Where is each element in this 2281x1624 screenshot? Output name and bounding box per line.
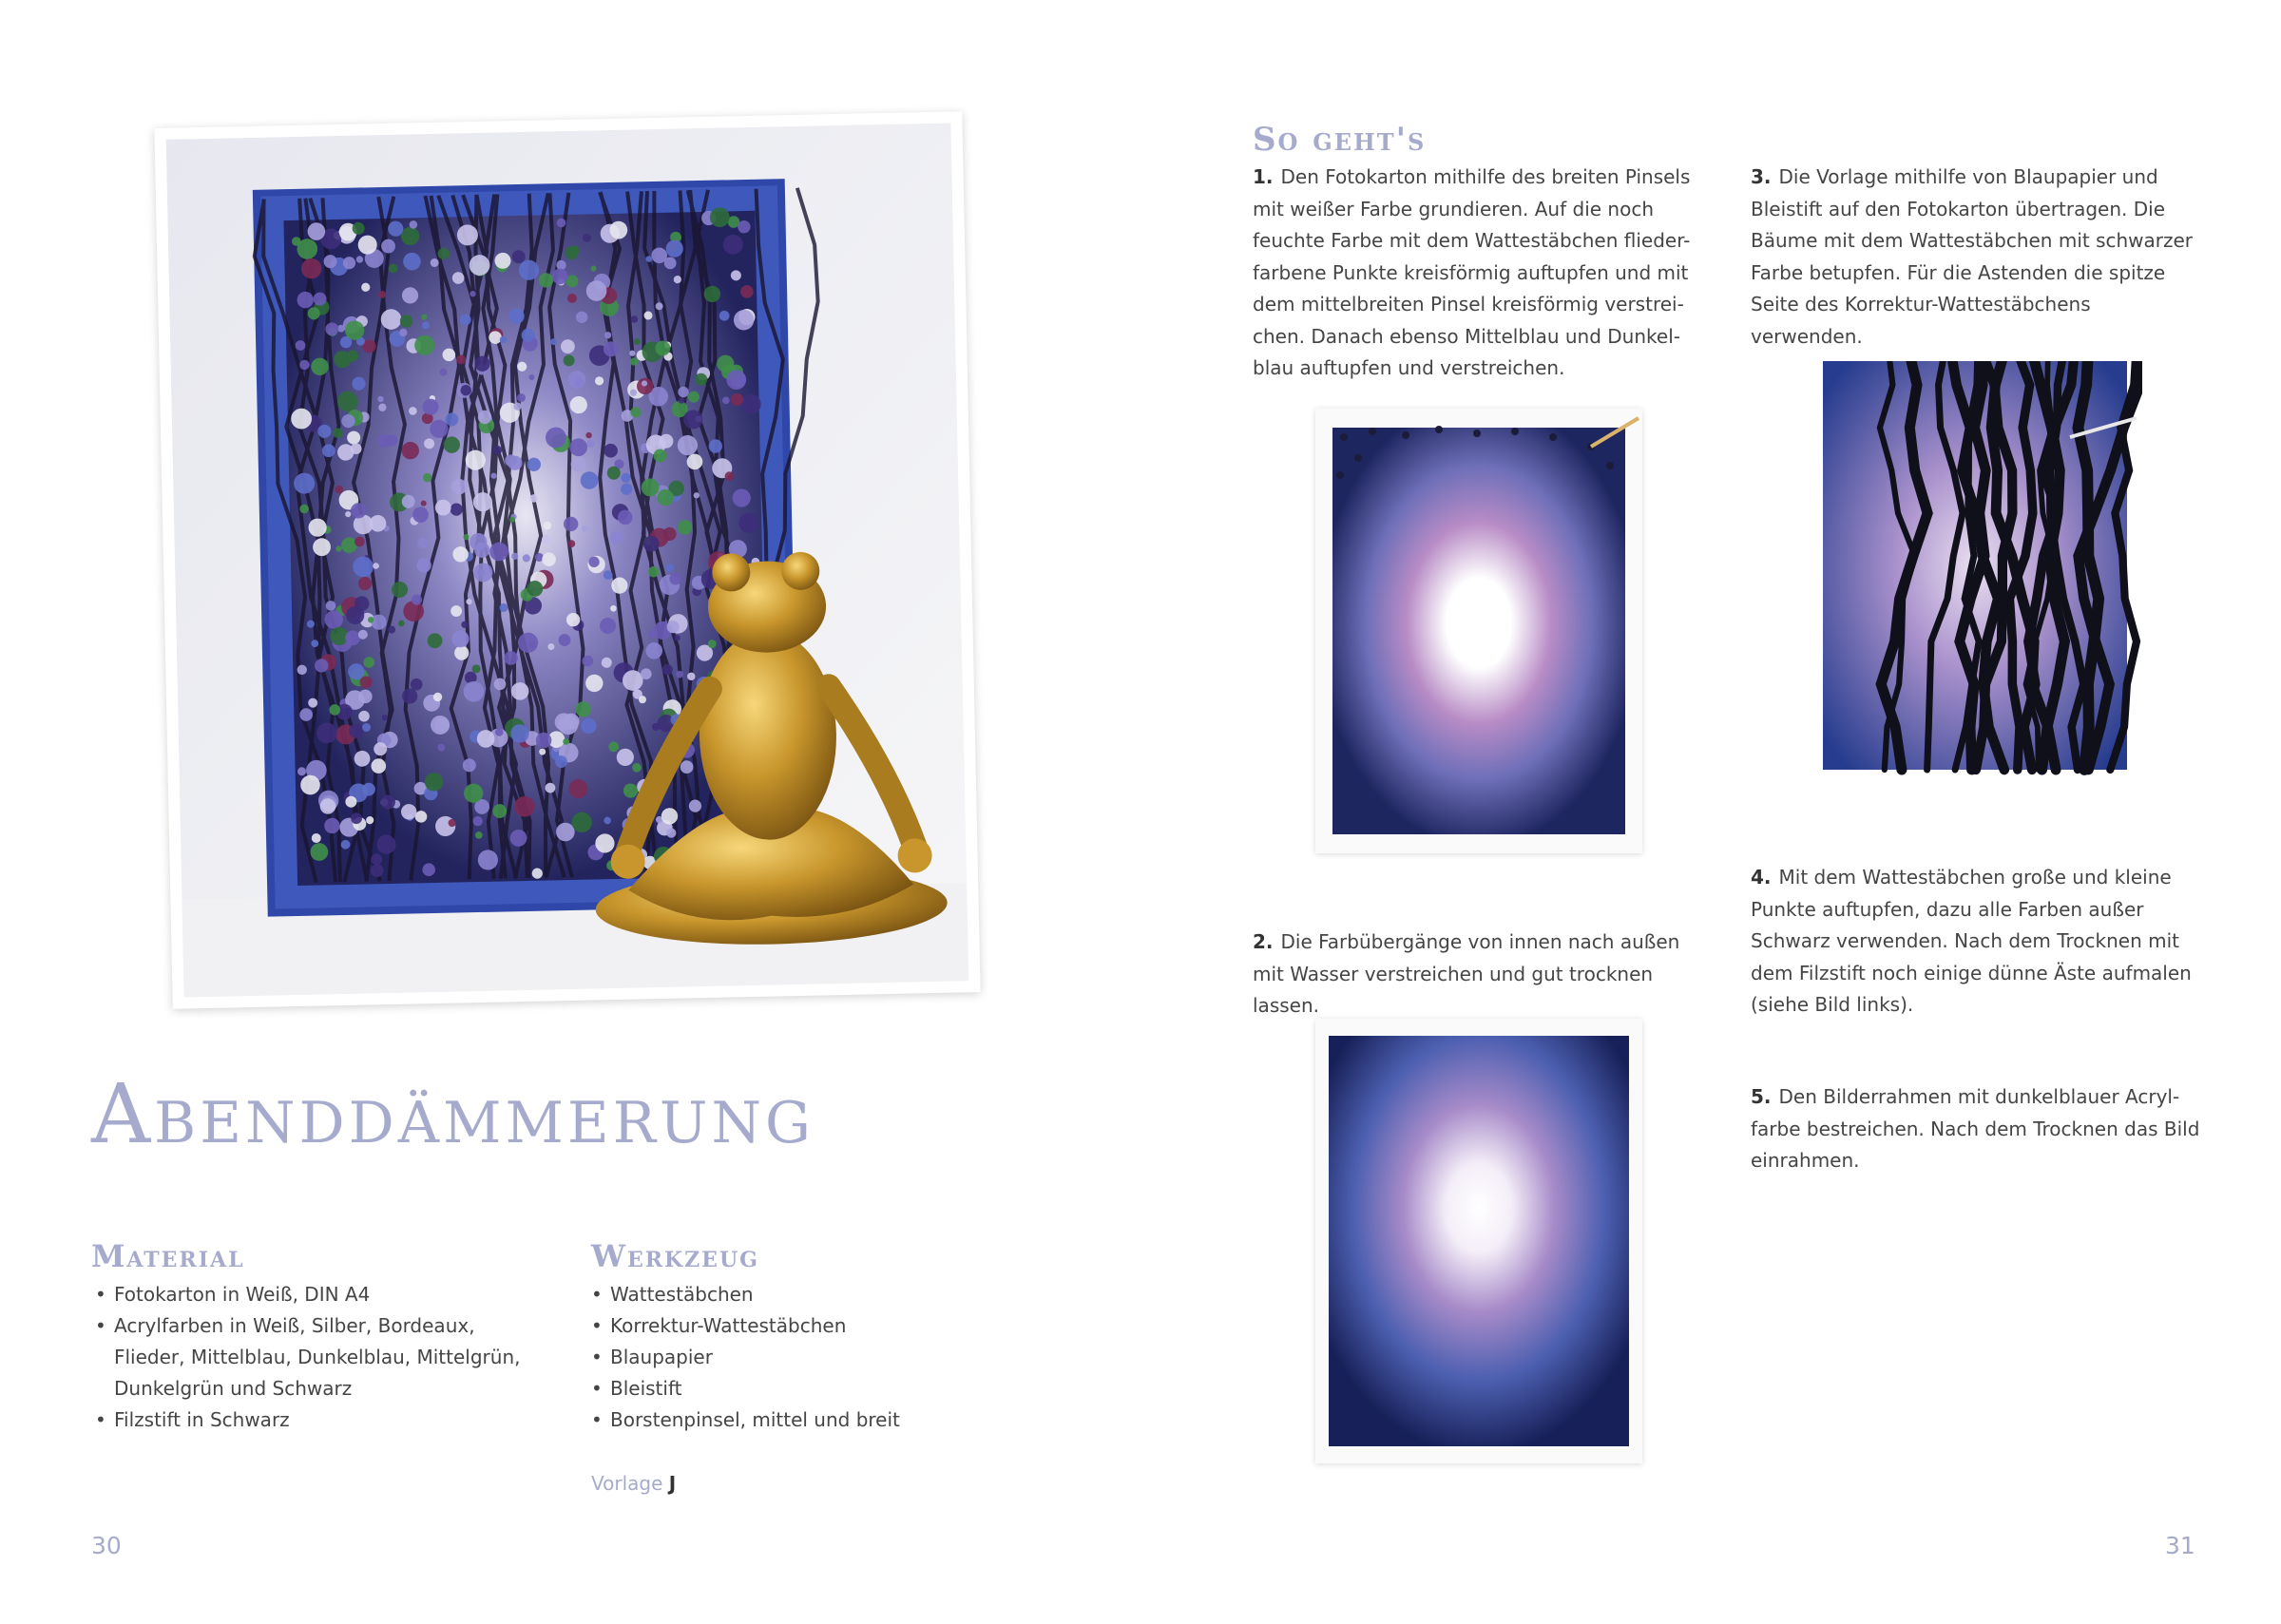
werkzeug-item: • Blaupapier	[591, 1342, 990, 1373]
purple-circle-painting-image	[1315, 409, 1642, 853]
material-list	[95, 1279, 551, 1436]
step-5	[1751, 1081, 2207, 1177]
template-label: Vorlage	[591, 1472, 663, 1495]
step-text: Die Farbübergänge von innen nach außen mit Wasser verstreichen und gut trocknen lassen.	[1253, 930, 1680, 1017]
step-1	[1253, 162, 1709, 385]
step-number: 3.	[1751, 165, 1772, 188]
werkzeug-item: • Bleistift	[591, 1373, 990, 1404]
material-heading: Material	[91, 1238, 245, 1274]
werkzeug-list	[591, 1279, 990, 1436]
werkzeug-item: • Borstenpinsel, mittel und breit	[591, 1404, 990, 1436]
step-1-photo	[1315, 409, 1642, 853]
werkzeug-heading: Werkzeug	[591, 1238, 759, 1274]
step-number: 1.	[1253, 165, 1274, 188]
step-number: 2.	[1253, 930, 1274, 953]
step-text: Die Vorlage mithilfe von Blaupapier und Bleistift auf den Fotokarton übertragen. Die Bäume mit dem Wattestäbchen mit schwarzer Farbe betupfen. Für die Astenden die spitze Seite des Korrektur-Wattestäbchens verwenden.	[1751, 165, 2194, 348]
step-number: 4.	[1751, 866, 1772, 888]
material-item: • Acrylfarben in Weiß, Silber, Bordeaux, Flieder, Mittelblau, Dunkelblau, Mittelgrün, Dunkelgrün und Schwarz	[95, 1310, 551, 1404]
step-4	[1751, 862, 2207, 1022]
step-2-photo	[1315, 1019, 1642, 1463]
step-text: Den Bilderrahmen mit dunkelblauer Acryl-farbe bestreichen. Nach dem Trocknen das Bild einrahmen.	[1751, 1085, 2200, 1172]
template-reference	[591, 1472, 676, 1495]
material-item: • Fotokarton in Weiß, DIN A4	[95, 1279, 551, 1310]
blended-circle-painting-image	[1315, 1019, 1642, 1463]
framed-painting-with-frog-image	[166, 123, 969, 997]
tree-silhouette-painting-image	[1823, 361, 2142, 779]
step-3	[1751, 162, 2207, 353]
werkzeug-item: • Wattestäbchen	[591, 1279, 990, 1310]
step-text: Den Fotokarton mithilfe des breiten Pinsels mit weißer Farbe grundieren. Auf die noch feuchte Farbe mit dem Wattestäbchen flieder-farbene Punkte kreisförmig auftupfen und mit dem mittelbreiten Pinsel kreisförmig verstrei-chen. Danach ebenso Mittelblau und Dunkel-blau auftupfen und verstreichen.	[1253, 165, 1691, 379]
page-number-left: 30	[91, 1532, 122, 1559]
template-code: J	[668, 1472, 677, 1495]
step-number: 5.	[1751, 1085, 1772, 1108]
material-item: • Filzstift in Schwarz	[95, 1404, 551, 1436]
page-title: Abenddämmerung	[91, 1067, 815, 1162]
step-3-photo	[1823, 361, 2142, 779]
step-2	[1253, 927, 1709, 1022]
instructions-heading: So geht's	[1253, 121, 1427, 159]
main-photo	[154, 111, 980, 1009]
werkzeug-item: • Korrektur-Wattestäbchen	[591, 1310, 990, 1342]
step-text: Mit dem Wattestäbchen große und kleine Punkte auftupfen, dazu alle Farben außer Schwarz verwenden. Nach dem Trocknen mit dem Filzstift noch einige dünne Äste aufmalen (siehe Bild links).	[1751, 866, 2192, 1016]
page-number-right: 31	[2165, 1532, 2195, 1559]
